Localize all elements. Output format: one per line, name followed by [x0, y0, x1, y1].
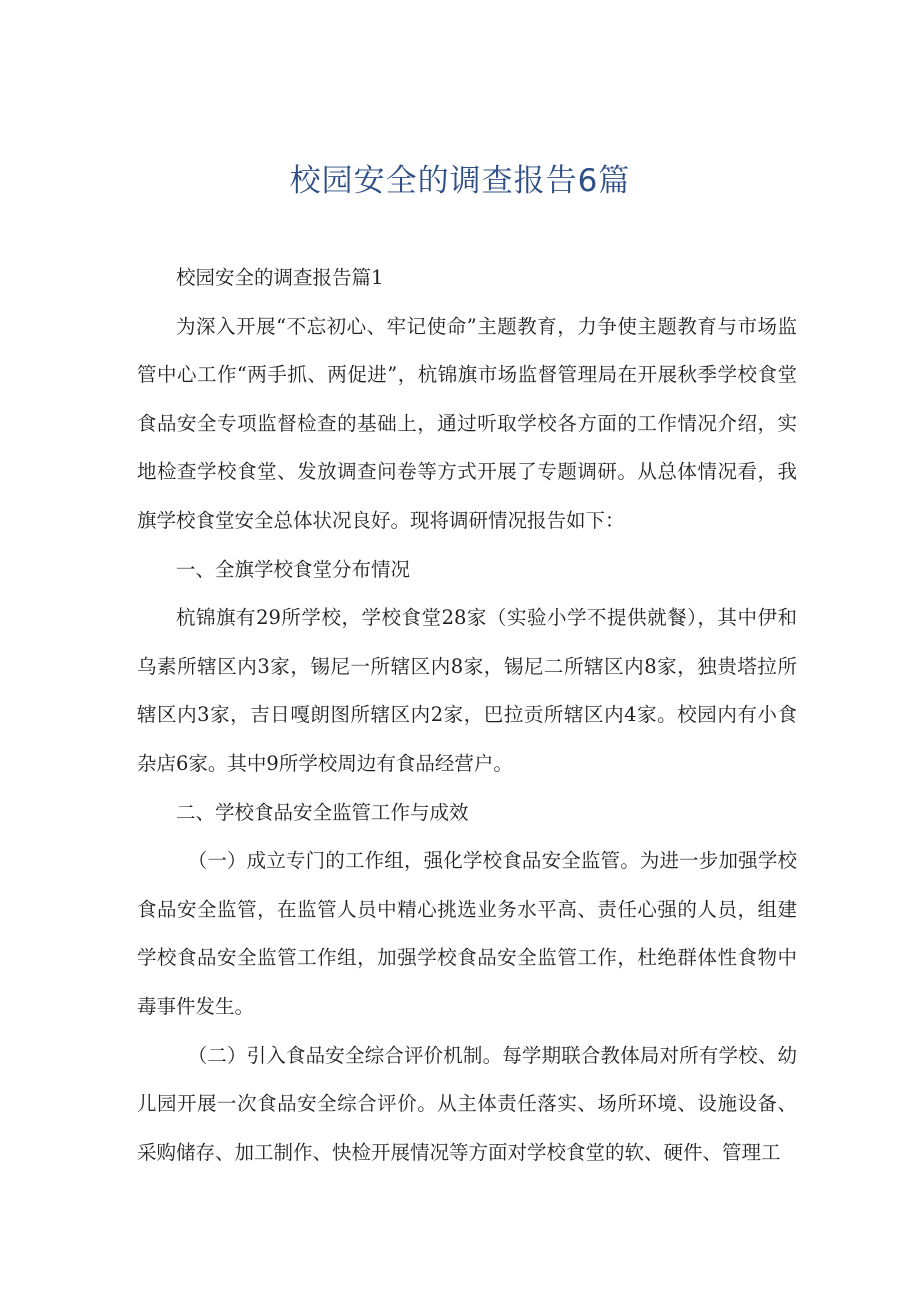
body-paragraph: （二）引入食品安全综合评价机制。每学期联合教体局对所有学校、幼儿园开展一次食品安全综合评价。从主体责任落实、场所环境、设施设备、采购储存、加工制作、快检开展情况等方面对学校食堂的软、硬件、管理工: [137, 1043, 797, 1164]
body-paragraph: 为深入开展“不忘初心、牢记使命”主题教育，力争使主题教育与市场监管中心工作“两手抓、两促进”，杭锦旗市场监督管理局在开展秋季学校食堂食品安全专项监督检查的基础上，通过听取学校各方面的工作情况介绍，实地检查学校食堂、发放调查问卷等方式开展了专题调研。从总体情况看，我旗学校食堂安全总体状况良好。现将调研情况报告如下：: [137, 314, 797, 532]
body-paragraph: （一）成立专门的工作组，强化学校食品安全监管。为进一步加强学校食品安全监管，在监管人员中精心挑选业务水平高、责任心强的人员，组建学校食品安全监管工作组，加强学校食品安全监管工作，杜绝群体性食物中毒事件发生。: [137, 849, 797, 1018]
document-title: 校园安全的调查报告6篇: [289, 163, 631, 199]
section-heading: 一、全旗学校食堂分布情况: [176, 557, 411, 581]
document-body: [137, 254, 797, 1177]
section-heading: 二、学校食品安全监管工作与成效: [176, 800, 469, 824]
section-heading: 校园安全的调查报告篇1: [176, 266, 384, 289]
body-paragraph: 杭锦旗有29所学校，学校食堂28家（实验小学不提供就餐），其中伊和乌素所辖区内3家，锡尼一所辖区内8家，锡尼二所辖区内8家，独贵塔拉所辖区内3家，吉日嘎朗图所辖区内2家，巴拉贡所辖区内4家。校园内有小食杂店6家。其中9所学校周边有食品经营户。: [137, 606, 797, 775]
